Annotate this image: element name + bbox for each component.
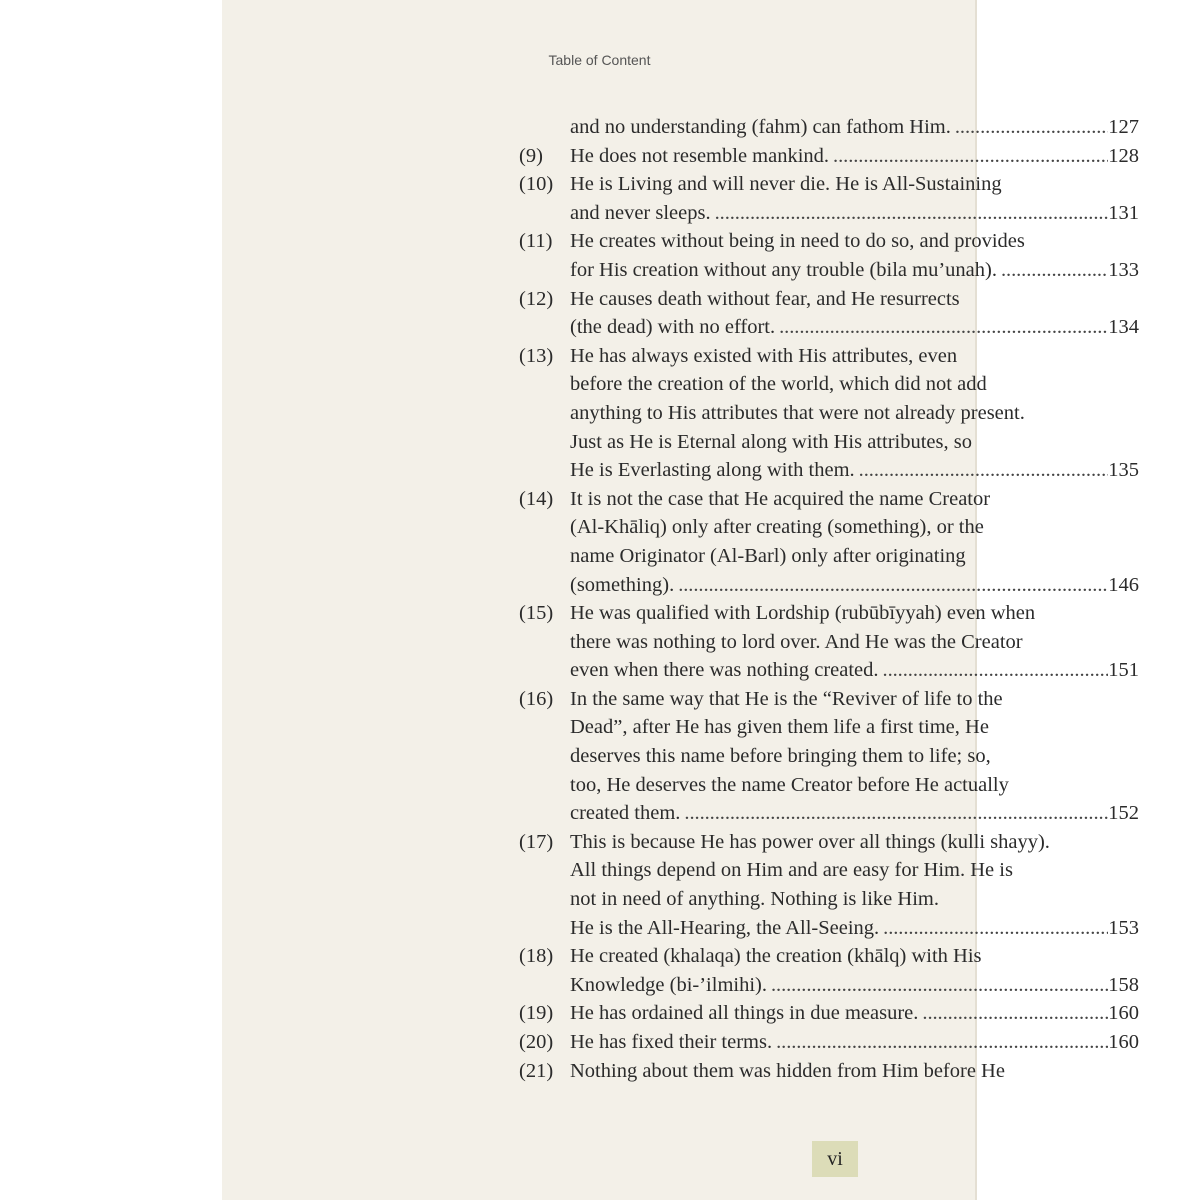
toc-entry-number: (10) — [519, 173, 554, 196]
toc-entry — [519, 942, 1139, 999]
toc-line-with-page — [570, 971, 1139, 1000]
dot-leader — [951, 113, 1108, 142]
toc-entry-text — [570, 1057, 1139, 1086]
toc-line-text: created them. — [570, 802, 681, 825]
dot-leader — [711, 199, 1109, 228]
toc-line-text: He causes death without fear, and He resurrects — [570, 287, 960, 310]
dot-leader — [879, 656, 1109, 685]
toc-entry — [519, 142, 1139, 171]
toc-entry — [519, 113, 1139, 142]
toc-entry-text — [570, 685, 1139, 828]
toc-page-number: 160 — [1108, 1002, 1139, 1025]
toc-entry-text — [570, 142, 1139, 171]
toc-line-with-page — [570, 456, 1139, 485]
dot-leader — [772, 1028, 1108, 1057]
dot-leader — [680, 799, 1108, 828]
toc-entry — [519, 1028, 1139, 1057]
toc-entry-number — [519, 113, 570, 142]
toc-line-text: It is not the case that He acquired the name Creator — [570, 487, 991, 510]
toc-line-with-page — [570, 1028, 1139, 1057]
toc-line-text: even when there was nothing created. — [570, 659, 879, 682]
toc-page-number: 151 — [1108, 659, 1139, 682]
toc-line-text: He has always existed with His attributes, even — [570, 344, 958, 367]
toc-line-text: All things depend on Him and are easy for Him. He is — [570, 859, 1013, 882]
toc-entry-text — [570, 113, 1139, 142]
toc-page-number: 153 — [1108, 916, 1139, 939]
toc-page-number: 127 — [1108, 116, 1139, 138]
toc-line-with-page — [570, 113, 1139, 142]
toc-line-with-page — [570, 914, 1139, 943]
toc-line-text: name Originator (Al-Barl) only after originating — [570, 544, 966, 567]
toc-entry — [519, 342, 1139, 485]
toc-line-text: Just as He is Eternal along with His attributes, so — [570, 430, 972, 453]
toc-line-text: and no understanding (fahm) can fathom Him. — [570, 116, 951, 138]
toc-entry — [519, 1057, 1139, 1086]
dot-leader — [997, 256, 1108, 285]
toc-line-text: Knowledge (bi-’ilmihi). — [570, 973, 767, 996]
toc-entry — [519, 285, 1139, 342]
toc-page-number: 133 — [1108, 258, 1139, 281]
toc-line-text: for His creation without any trouble (bila mu’unah). — [570, 258, 997, 281]
dot-leader — [918, 999, 1108, 1028]
toc-entry — [519, 999, 1139, 1028]
toc-entry — [519, 485, 1139, 599]
toc-line-text: He does not resemble mankind. — [570, 144, 830, 167]
toc-page-number: 134 — [1108, 316, 1139, 339]
toc-entry — [519, 227, 1139, 284]
toc-page-number: 146 — [1108, 573, 1139, 596]
toc-line-with-page — [570, 313, 1139, 342]
dot-leader — [879, 914, 1108, 943]
toc-line-text: He is Everlasting along with them. — [570, 459, 855, 482]
page-folio: vi — [812, 1141, 858, 1177]
toc-line-text: Nothing about them was hidden from Him before He — [570, 1059, 1005, 1082]
toc-entry-number: (17) — [519, 830, 554, 853]
toc-line-text: This is because He has power over all things (kulli shayy). — [570, 830, 1050, 853]
toc-line-text: He was qualified with Lordship (rubūbīyyah) even when — [570, 602, 1036, 625]
toc-entry-text — [570, 342, 1139, 485]
toc-line-text: before the creation of the world, which did not add — [570, 373, 987, 396]
toc-entry — [519, 685, 1139, 828]
toc-entry-number: (15) — [519, 602, 554, 625]
toc-line-with-page — [570, 256, 1139, 285]
toc-line-text: not in need of anything. Nothing is like Him. — [570, 888, 939, 911]
toc-page-number: 158 — [1108, 973, 1139, 996]
toc-entry — [519, 828, 1139, 942]
toc-line-with-page — [570, 142, 1139, 171]
toc-entry-text — [570, 170, 1139, 227]
dot-leader — [775, 313, 1108, 342]
toc-entry-text — [570, 942, 1139, 999]
toc-line-text: He has ordained all things in due measure. — [570, 1002, 919, 1025]
toc-page-number: 128 — [1108, 144, 1139, 167]
toc-entry-text — [570, 828, 1139, 942]
toc-line-text: He is the All-Hearing, the All-Seeing. — [570, 916, 880, 939]
toc-entry-number: (21) — [519, 1059, 554, 1082]
toc-line-text: too, He deserves the name Creator before He actually — [570, 773, 1009, 796]
toc-line-with-page — [570, 571, 1139, 600]
toc-entry — [519, 599, 1139, 685]
toc-line-text: In the same way that He is the “Reviver of life to the — [570, 687, 1003, 710]
toc-line-text: He creates without being in need to do so, and provides — [570, 230, 1025, 253]
toc-entry-number: (9) — [519, 144, 543, 167]
toc-line-text: He created (khalaqa) the creation (khālq) with His — [570, 945, 982, 968]
toc-line-text: He has fixed their terms. — [570, 1031, 773, 1053]
toc-entry-text — [570, 227, 1139, 284]
running-head: Table of Content — [548, 52, 651, 68]
toc-line-text: (the dead) with no effort. — [570, 316, 776, 339]
toc-line-text: anything to His attributes that were not already present. — [570, 401, 1025, 424]
toc-line-text: deserves this name before bringing them to life; so, — [570, 745, 991, 768]
toc-page-number: 135 — [1108, 459, 1139, 482]
toc-line-with-page — [570, 199, 1139, 228]
toc-page-number: 160 — [1108, 1031, 1139, 1053]
toc-entry-number: (19) — [519, 1002, 554, 1025]
toc-line-text: He is Living and will never die. He is All-Sustaining — [570, 173, 1002, 196]
toc-entry-text — [570, 1028, 1139, 1057]
toc-line-text: (Al-Khāliq) only after creating (something), or the — [570, 516, 984, 539]
toc-entry-number: (13) — [519, 344, 554, 367]
toc-line-with-page — [570, 799, 1139, 828]
dot-leader — [829, 142, 1108, 171]
dot-leader — [855, 456, 1109, 485]
dot-leader — [674, 571, 1108, 600]
toc-entry-text — [570, 485, 1139, 599]
toc-line-text: (something). — [570, 573, 675, 596]
toc-entry-text — [570, 999, 1139, 1028]
book-page — [222, 0, 1139, 1200]
toc-entry-number: (11) — [519, 230, 553, 253]
toc-entry-number: (14) — [519, 487, 554, 510]
toc-entry-number: (18) — [519, 945, 554, 968]
toc-entry-text — [570, 599, 1139, 685]
toc-line-text: there was nothing to lord over. And He was the Creator — [570, 630, 1023, 653]
toc-line-with-page — [570, 656, 1139, 685]
table-of-contents — [519, 113, 1139, 1085]
dot-leader — [767, 971, 1108, 1000]
toc-entry-number: (20) — [519, 1031, 554, 1053]
toc-entry-number: (12) — [519, 287, 554, 310]
toc-line-text: Dead”, after He has given them life a first time, He — [570, 716, 989, 739]
toc-entry-number: (16) — [519, 687, 554, 710]
toc-line-with-page — [570, 999, 1139, 1028]
toc-entry — [519, 170, 1139, 227]
toc-page-number: 131 — [1108, 201, 1139, 224]
toc-page-number: 152 — [1108, 802, 1139, 825]
toc-line-text: and never sleeps. — [570, 201, 711, 224]
toc-entry-text — [570, 285, 1139, 342]
